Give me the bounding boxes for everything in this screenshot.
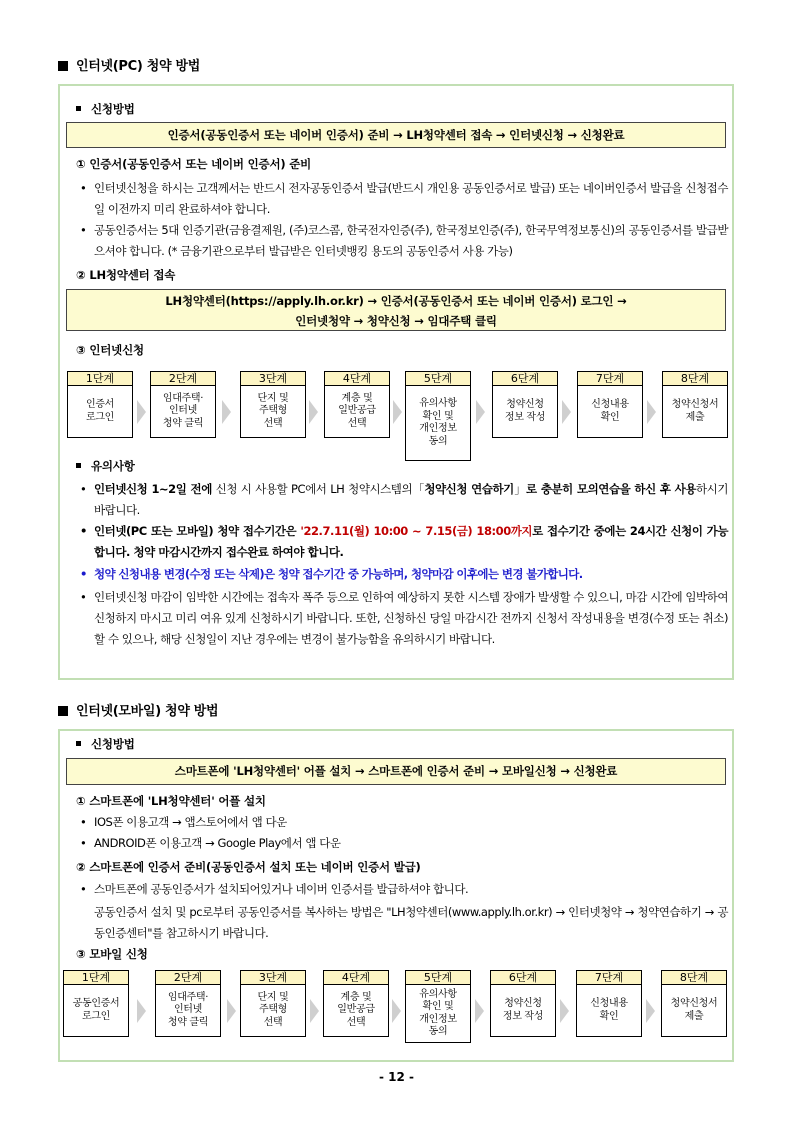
mobile-step: 8단계 청약신청서 제출 xyxy=(661,970,727,1037)
mobile-step: 5단계 유의사항 확인 및 개인정보 동의 xyxy=(405,970,471,1043)
pc-section-title: 인터넷(PC) 청약 방법 xyxy=(58,55,200,74)
mobile-step: 3단계 단지 및 주택형 선택 xyxy=(240,970,306,1037)
small-square-bullet-icon xyxy=(76,741,81,746)
arrow-right-icon xyxy=(562,400,571,424)
mobile-step2-title: ② 스마트폰에 인증서 준비(공동인증서 설치 또는 네이버 인증서 발급) xyxy=(76,860,421,874)
mobile-step2-continuation: 공동인증서 설치 및 pc로부터 공동인증서를 복사하는 방법은 "LH청약센터(www.apply.lh.or.kr) → 인터넷청약 → 청약연습하기 → 공동인증센터"를 참고하시기 바랍니다. xyxy=(94,905,728,940)
pc-method-flow: 인증서(공동인증서 또는 네이버 인증서) 준비 → LH청약센터 접속 → 인터넷신청 → 신청완료 xyxy=(66,122,726,148)
pc-step: 8단계 청약신청서 제출 xyxy=(662,371,728,438)
pc-step: 4단계 계층 및 일반공급 선택 xyxy=(324,371,390,438)
arrow-right-icon xyxy=(222,400,231,424)
pc-step2-flow: LH청약센터(https://apply.lh.or.kr) → 인증서(공동인증서 또는 네이버 인증서) 로그인 → 인터넷청약 → 청약신청 → 임대주택 클릭 xyxy=(66,289,726,331)
arrow-right-icon xyxy=(310,999,319,1023)
pc-step3-title: ③ 인터넷신청 xyxy=(76,343,144,357)
mobile-step1-title: ① 스마트폰에 'LH청약센터' 어플 설치 xyxy=(76,794,266,808)
pc-notice-4: • 인터넷신청 마감이 임박한 시간에는 접속자 폭주 등으로 인하여 예상하지 못한 시스템 장애가 발생할 수 있으니, 마감 시간에 임박하여 신청하지 마시고 미리 여유 있게 신청하시기 바랍니다. 또한, 신청하신 당일 마감시간 전까지 신청서 작성내용을 변경(수정 또는 취소)할 수 있으나, 해당 신청일이 지난 경우에는 변경이 불가능함을 유의하시기 바랍니다. xyxy=(80,590,728,646)
arrow-right-icon xyxy=(392,999,401,1023)
mobile-step: 1단계 공동인증서 로그인 xyxy=(63,970,129,1037)
page-number: - 12 - xyxy=(378,1070,414,1084)
pc-step: 2단계 임대주택· 인터넷 청약 클릭 xyxy=(150,371,216,438)
mobile-step2-bullet: • 스마트폰에 공동인증서가 설치되어있거나 네이버 인증서를 발급하셔야 합니다. xyxy=(80,882,469,896)
small-square-bullet-icon xyxy=(76,463,81,468)
arrow-right-icon xyxy=(646,999,655,1023)
mobile-method-label: 신청방법 xyxy=(76,736,135,752)
small-square-bullet-icon xyxy=(76,106,81,111)
mobile-method-flow: 스마트폰에 'LH청약센터' 어플 설치 → 스마트폰에 인증서 준비 → 모바일신청 → 신청완료 xyxy=(66,758,726,785)
pc-step2-title: ② LH청약센터 접속 xyxy=(76,268,176,282)
mobile-section-title: 인터넷(모바일) 청약 방법 xyxy=(58,700,218,719)
pc-notice-2: • 인터넷(PC 또는 모바일) 청약 접수기간은 '22.7.11(월) 10:00 ~ 7.15(금) 18:00까지로 접수기간 중에는 24시간 신청이 가능합니다. 청약 마감시간까지 접수완료 하여야 합니다. xyxy=(80,524,729,559)
pc-notice-3: • 청약 신청내용 변경(수정 또는 삭제)은 청약 접수기간 중 가능하며, 청약마감 이후에는 변경 불가합니다. xyxy=(80,567,583,581)
arrow-right-icon xyxy=(309,400,318,424)
pc-step1-title: ① 인증서(공동인증서 또는 네이버 인증서) 준비 xyxy=(76,157,312,171)
pc-step1-bullet-1: • 인터넷신청을 하시는 고객께서는 반드시 전자공동인증서 발급(반드시 개인용 공동인증서로 발급) 또는 네이버인증서 발급을 신청접수일 이전까지 미리 완료하셔야 합니다. xyxy=(80,181,728,216)
mobile-step: 7단계 신청내용 확인 xyxy=(576,970,642,1037)
mobile-step: 4단계 계층 및 일반공급 선택 xyxy=(323,970,389,1037)
pc-method-label: 신청방법 xyxy=(76,101,135,117)
arrow-right-icon xyxy=(476,400,485,424)
pc-notice-label: 유의사항 xyxy=(76,458,135,474)
square-bullet-icon xyxy=(58,61,68,71)
pc-step: 7단계 신청내용 확인 xyxy=(577,371,643,438)
mobile-step1-bullet-1: • IOS폰 이용고객 → 앱스토어에서 앱 다운 xyxy=(80,815,287,829)
pc-notice-1: • 인터넷신청 1~2일 전에 신청 시 사용할 PC에서 LH 청약시스템의「청약신청 연습하기」로 충분히 모의연습을 하신 후 사용하시기 바랍니다. xyxy=(80,482,728,517)
mobile-step3-title: ③ 모바일 신청 xyxy=(76,947,148,961)
arrow-right-icon xyxy=(137,999,146,1023)
pc-step: 6단계 청약신청 정보 작성 xyxy=(492,371,558,438)
arrow-right-icon xyxy=(227,999,236,1023)
pc-step: 5단계 유의사항 확인 및 개인정보 동의 xyxy=(405,371,471,461)
mobile-step1-bullet-2: • ANDROID폰 이용고객 → Google Play에서 앱 다운 xyxy=(80,836,341,850)
arrow-right-icon xyxy=(393,400,402,424)
pc-step: 3단계 단지 및 주택형 선택 xyxy=(240,371,306,438)
mobile-step: 6단계 청약신청 정보 작성 xyxy=(490,970,556,1037)
mobile-step: 2단계 임대주택· 인터넷 청약 클릭 xyxy=(155,970,221,1037)
pc-step1-bullet-2: • 공동인증서는 5대 인증기관(금융결제원, (주)코스콤, 한국전자인증(주), 한국정보인증(주), 한국무역정보통신)의 공동인증서를 발급받으셔야 합니다. (* 금융기관으로부터 발급받은 인터넷뱅킹 용도의 공동인증서 사용 가능) xyxy=(80,223,728,258)
arrow-right-icon xyxy=(475,999,484,1023)
arrow-right-icon xyxy=(560,999,569,1023)
pc-step: 1단계 인증서 로그인 xyxy=(67,371,133,438)
square-bullet-icon xyxy=(58,706,68,716)
arrow-right-icon xyxy=(137,400,146,424)
arrow-right-icon xyxy=(647,400,656,424)
